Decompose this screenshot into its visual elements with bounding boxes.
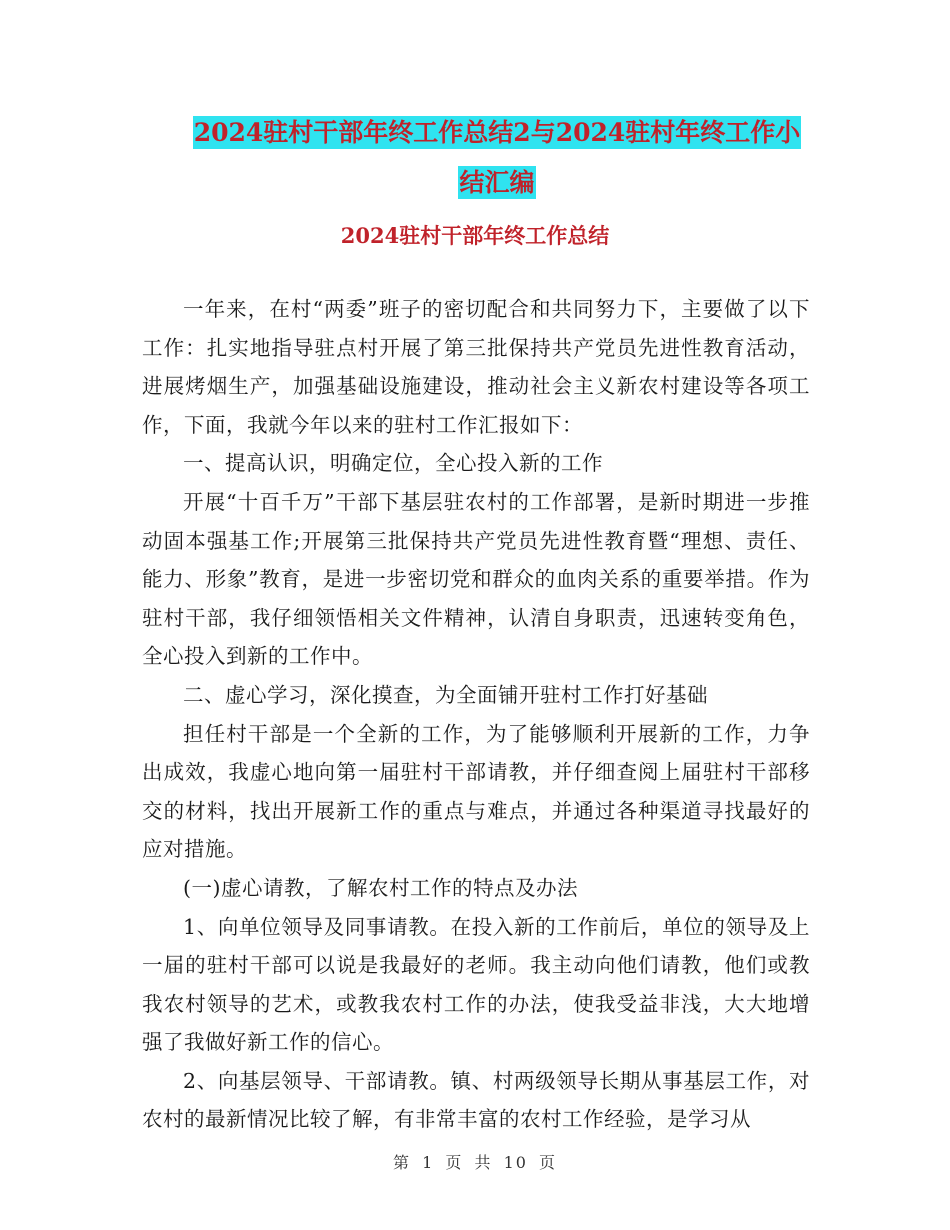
page-number: 1: [422, 1153, 435, 1172]
paragraph: 1、向单位领导及同事请教。在投入新的工作前后，单位的领导及上一届的驻村干部可以说是我最好的老师。我主动向他们请教，他们或教我农村领导的艺术，或教我农村工作的办法，使我受益非浅，大大地增强了我做好新工作的信心。: [142, 914, 810, 1055]
paragraph: 开展“十百千万”干部下基层驻农村的工作部署，是新时期进一步推动固本强基工作;开展第三批保持共产党员先进性教育暨“理想、责任、能力、形象”教育，是进一步密切党和群众的血肉关系的重要举措。作为驻村干部，我仔细领悟相关文件精神，认清自身职责，迅速转变角色，全心投入到新的工作中。: [142, 489, 810, 669]
page-label: 第: [392, 1153, 411, 1172]
document-body: [142, 290, 810, 1139]
title-line-1: 2024驻村干部年终工作总结2与2024驻村年终工作小: [193, 118, 801, 147]
paragraph: 2、向基层领导、干部请教。镇、村两级领导长期从事基层工作，对农村的最新情况比较了解，有非常丰富的农村工作经验，是学习从: [142, 1068, 810, 1132]
total-label: 共: [474, 1153, 493, 1172]
title-line-2: 结汇编: [459, 168, 535, 197]
paragraph: (一)虚心请教，了解农村工作的特点及办法: [183, 875, 578, 900]
paragraph: 二、虚心学习，深化摸查，为全面铺开驻村工作打好基础: [183, 682, 708, 707]
page-footer: [0, 1150, 950, 1173]
section-heading: 2024驻村干部年终工作总结: [340, 223, 610, 248]
paragraph: 担任村干部是一个全新的工作，为了能够顺利开展新的工作，力争出成效，我虚心地向第一届驻村干部请教，并仔细查阅上届驻村干部移交的材料，找出开展新工作的重点与难点，并通过各种渠道寻找最好的应对措施。: [142, 721, 810, 862]
paragraph: 一、提高认识，明确定位，全心投入新的工作: [183, 451, 603, 476]
document-title: [140, 108, 854, 208]
total-pages: 10: [503, 1153, 528, 1172]
paragraph: 一年来，在村“两委”班子的密切配合和共同努力下，主要做了以下工作：扎实地指导驻点村开展了第三批保持共产党员先进性教育活动，进展烤烟生产，加强基础设施建设，推动社会主义新农村建设等各项工作，下面，我就今年以来的驻村工作汇报如下：: [142, 297, 810, 437]
total-unit: 页: [539, 1153, 558, 1172]
page-unit: 页: [445, 1153, 464, 1172]
